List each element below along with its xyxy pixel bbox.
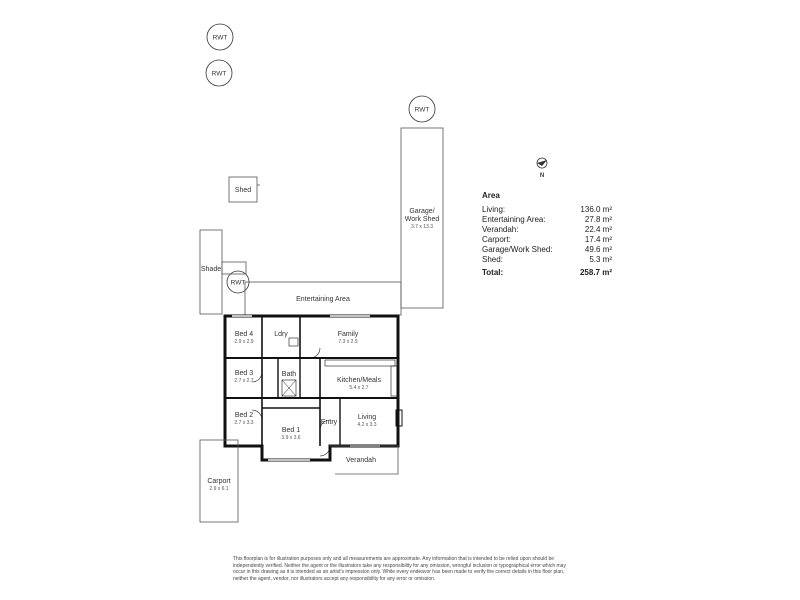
shade-structure	[200, 230, 246, 314]
rwt-label: RWT	[211, 70, 227, 78]
rwt-label: RWT	[230, 279, 246, 287]
garage-label-line2: Work Shed	[404, 216, 440, 223]
bed2-name: Bed 2	[234, 412, 254, 419]
room-bed1	[281, 427, 300, 441]
area-row-value: 136.0 m²	[580, 205, 612, 214]
shed-label: Shed	[234, 187, 252, 194]
rwt-label: RWT	[414, 106, 430, 114]
garage-label-line1: Garage/	[409, 208, 435, 215]
entertaining-area	[245, 282, 401, 315]
area-row-label: Garage/Work Shed:	[482, 245, 553, 254]
bed4-dim: 2.9 x 2.9	[234, 339, 254, 345]
area-total-label: Total:	[482, 268, 504, 277]
area-row	[482, 235, 612, 245]
disclaimer-text: This floorplan is for illustration purposes only and all measurements are approximate. Any information that is intended to be relied upon should be independently verified. Neither the agent or the illustrators take any responsibility for any omission, wrongful inclusion or typographical error which may occur in this drawing as it is intended as an artist's impression only. While every endeavor has been made to verify the correct details in this floor plan, neither the agent, vendor, nor illustrators accept any responsibility for any error or omission.	[233, 556, 566, 582]
room-entry	[321, 419, 338, 426]
bed2-dim: 2.7 x 3.3	[234, 420, 254, 426]
area-row-value: 22.4 m²	[584, 225, 612, 234]
area-row-value: 49.6 m²	[584, 245, 612, 254]
living-dim: 4.2 x 3.3	[357, 422, 377, 428]
ldry-name: Ldry	[274, 331, 288, 338]
carport-label: Carport	[207, 478, 231, 485]
bath-name: Bath	[281, 371, 297, 378]
area-row-label: Verandah:	[482, 225, 519, 234]
room-living	[357, 414, 376, 428]
area-row-value: 5.3 m²	[589, 255, 612, 264]
shade-label: Shade	[200, 266, 222, 273]
verandah-label: Verandah	[346, 457, 376, 464]
area-row-value: 27.8 m²	[584, 215, 612, 224]
kitchen-dim: 5.4 x 2.7	[349, 385, 369, 391]
room-family	[338, 331, 359, 345]
rainwater-tank-1	[207, 24, 233, 50]
room-bed2	[234, 412, 253, 426]
carport-dim: 2.9 x 6.1	[209, 486, 229, 492]
area-row	[482, 255, 612, 265]
bed1-dim: 3.9 x 3.6	[281, 435, 301, 441]
area-title: Area	[482, 191, 500, 200]
family-dim: 7.3 x 2.9	[338, 339, 358, 345]
bed1-name: Bed 1	[281, 427, 301, 434]
family-name: Family	[337, 331, 359, 338]
rwt-label: RWT	[212, 34, 228, 42]
area-row	[482, 205, 612, 215]
entry-name: Entry	[320, 419, 338, 426]
rainwater-tank-3	[409, 96, 435, 122]
area-row-label: Entertaining Area:	[482, 215, 546, 224]
room-bed4	[234, 331, 253, 345]
carport	[200, 440, 238, 522]
area-row	[482, 225, 612, 235]
garage-work-shed	[401, 128, 443, 308]
shed	[229, 177, 260, 202]
area-row	[482, 245, 612, 255]
room-laundry	[274, 331, 288, 338]
bed3-name: Bed 3	[234, 370, 254, 377]
kitchen-name: Kitchen/Meals	[337, 377, 381, 384]
bed3-dim: 2.7 x 2.7	[234, 378, 254, 384]
area-row-label: Shed:	[482, 255, 503, 264]
room-bed3	[234, 370, 253, 384]
area-total-row	[482, 268, 612, 278]
verandah	[330, 446, 398, 474]
living-name: Living	[357, 414, 377, 421]
rainwater-tank-2	[206, 60, 232, 86]
bed4-name: Bed 4	[234, 331, 254, 338]
area-row-value: 17.4 m²	[584, 235, 612, 244]
area-schedule	[482, 191, 612, 278]
area-row-label: Living:	[482, 205, 506, 214]
north-label: N	[539, 173, 545, 179]
garage-dim: 3.7 x 13.3	[411, 224, 433, 230]
room-kitchen-meals	[337, 377, 381, 391]
area-row	[482, 215, 612, 225]
area-row-label: Carport:	[482, 235, 511, 244]
entertaining-label: Entertaining Area	[296, 296, 350, 303]
room-bath	[282, 371, 297, 378]
area-total-value: 258.7 m²	[579, 268, 612, 277]
north-arrow-icon	[537, 158, 547, 179]
